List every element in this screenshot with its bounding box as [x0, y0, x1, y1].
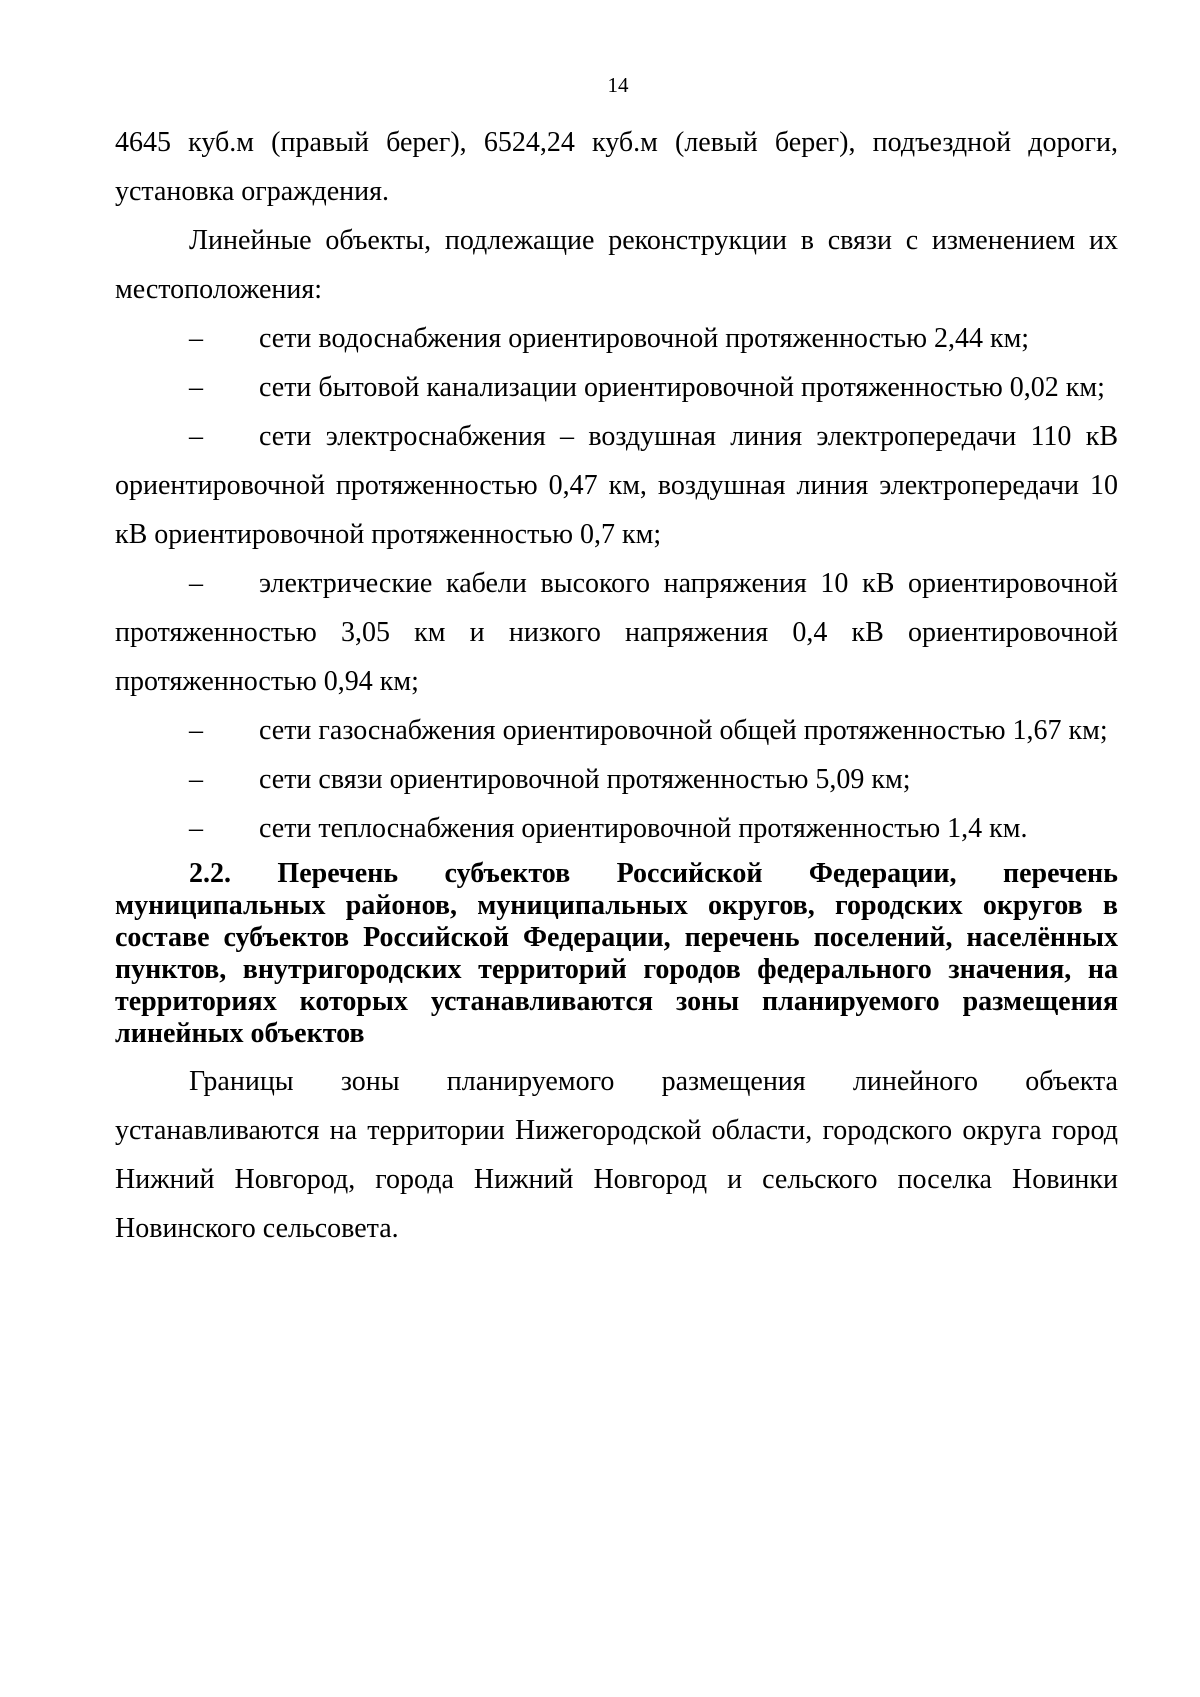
- list-item-text: сети бытовой канализации ориентировочной протяженностью 0,02 км;: [259, 372, 1105, 403]
- list-item-text: электрические кабели высокого напряжения 10 кВ ориентировочной протяженностью 3,05 км и низкого напряжения 0,4 кВ ориентировочной протяженностью 0,94 км;: [115, 568, 1118, 697]
- page-number: 14: [607, 73, 629, 97]
- list-item-text: сети теплоснабжения ориентировочной протяженностью 1,4 км.: [259, 813, 1028, 844]
- list-item: [115, 314, 1118, 363]
- linear-objects-list: [115, 314, 1118, 853]
- list-item-text: сети водоснабжения ориентировочной протяженностью 2,44 км;: [259, 323, 1030, 354]
- list-item-text: сети связи ориентировочной протяженностью 5,09 км;: [259, 764, 911, 795]
- document-body: [115, 118, 1118, 1253]
- list-item: [115, 755, 1118, 804]
- list-dash: –: [189, 764, 203, 795]
- paragraph-linear-objects-intro: Линейные объекты, подлежащие реконструкции в связи с изменением их местоположения:: [115, 225, 1118, 305]
- list-dash: –: [189, 715, 203, 746]
- list-dash: –: [189, 323, 203, 354]
- list-dash: –: [189, 372, 203, 403]
- list-item: [115, 706, 1118, 755]
- paragraph-volumes: 4645 куб.м (правый берег), 6524,24 куб.м (левый берег), подъездной дороги, установка ограждения.: [115, 127, 1118, 207]
- list-item: [115, 804, 1118, 853]
- paragraph-boundaries: Границы зоны планируемого размещения линейного объекта устанавливаются на территории Нижегородской области, городского округа город Нижний Новгород, города Нижний Новгород и сельского поселка Новинки Новинского сельсовета.: [115, 1066, 1118, 1244]
- list-item-text: сети электроснабжения – воздушная линия электропередачи 110 кВ ориентировочной протяженностью 0,47 км, воздушная линия электропередачи 10 кВ ориентировочной протяженностью 0,7 км;: [115, 421, 1118, 550]
- list-dash: –: [189, 568, 203, 599]
- list-item: [115, 559, 1118, 706]
- list-item-text: сети газоснабжения ориентировочной общей протяженностью 1,67 км;: [259, 715, 1108, 746]
- list-dash: –: [189, 421, 203, 452]
- list-item: [115, 363, 1118, 412]
- list-item: [115, 412, 1118, 559]
- list-dash: –: [189, 813, 203, 844]
- section-heading: 2.2. Перечень субъектов Российской Федерации, перечень муниципальных районов, муниципальных округов, городских округов в составе субъектов Российской Федерации, перечень поселений, населённых пунктов, внутригородских территорий городов федерального значения, на территориях которых устанавливаются зоны планируемого размещения линейных объектов: [115, 858, 1118, 1049]
